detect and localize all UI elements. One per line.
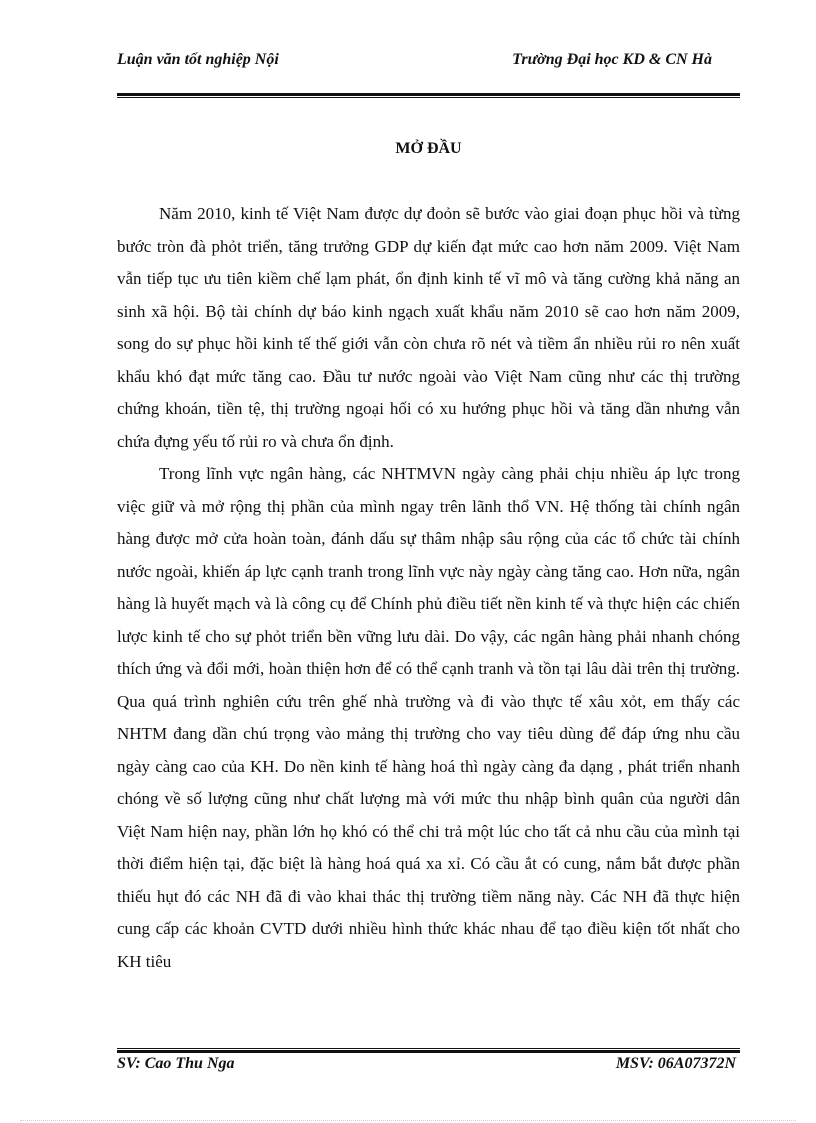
page-title: MỞ ĐẦU	[395, 140, 462, 157]
header-right-text: Trường Đại học KD & CN Hà	[512, 51, 712, 68]
paragraph-1: Năm 2010, kinh tế Việt Nam được dự đoỏn sẽ bước vào giai đoạn phục hồi và từng bước tròn đà phỏt triển, tăng trưởng GDP dự kiến đạt mức cao hơn năm 2009. Việt Nam vẫn tiếp tục ưu tiên kiềm chế lạm phát, ổn định kinh tế vĩ mô và tăng cường khả năng an sinh xã hội. Bộ tài chính dự báo kinh ngạch xuất khẩu năm 2010 sẽ cao hơn năm 2009, song do sự phục hồi kinh tế thế giới vẫn còn chưa rõ nét và tiềm ẩn nhiều rủi ro nên xuất khẩu khó đạt mức tăng cao. Đầu tư nước ngoài vào Việt Nam cũng như các thị trường chứng khoán, tiền tệ, thị trường ngoại hối có xu hướng phục hồi và tăng dần nhưng vẫn chứa đựng yếu tố rủi ro và chưa ổn định.	[117, 204, 740, 451]
footer-student-id: MSV: 06A07372N	[615, 1055, 736, 1072]
footer-student-name: SV: Cao Thu Nga	[117, 1055, 235, 1072]
page-edge-line	[20, 1120, 796, 1121]
header-left-text: Luận văn tốt nghiệp Nội	[117, 51, 279, 68]
footer-divider	[117, 1048, 740, 1053]
header-divider	[117, 93, 740, 98]
paragraph-2: Trong lĩnh vực ngân hàng, các NHTMVN ngày càng phải chịu nhiều áp lực trong việc giữ và mở rộng thị phần của mình ngay trên lãnh thổ VN. Hệ thống tài chính ngân hàng được mở cửa hoàn toàn, đánh dấu sự thâm nhập sâu rộng của các tổ chức tài chính nước ngoài, khiến áp lực cạnh tranh trong lĩnh vực này ngày càng tăng cao. Hơn nữa, ngân hàng là huyết mạch và là công cụ để Chính phủ điều tiết nền kinh tế và thực hiện các chiến lược kinh tế cho sự phỏt triển bền vững lưu dài. Do vậy, các ngân hàng phải nhanh chóng thích ứng và đổi mới, hoàn thiện hơn để có thể cạnh tranh và tồn tại lâu dài trên thị trường. Qua quá trình nghiên cứu trên ghế nhà trường và đi vào thực tế xâu xỏt, em thấy các NHTM đang dần chú trọng vào mảng thị trường cho vay tiêu dùng để đáp ứng nhu cầu ngày càng cao của KH. Do nền kinh tế hàng hoá thì ngày càng đa dạng , phát triển nhanh chóng về số lượng cũng như chất lượng mà với mức thu nhập bình quân của người dân Việt Nam hiện nay, phần lớn họ khó có thể chi trả một lúc cho tất cả nhu cầu của mình tại thời điểm hiện tại, đặc biệt là hàng hoá quá xa xỉ. Có cầu ắt có cung, nắm bắt được phần thiếu hụt đó các NH đã đi vào khai thác thị trường tiềm năng này. Các NH đã thực hiện cung cấp các khoản CVTD dưới nhiều hình thức khác nhau để tạo điều kiện tốt nhất cho KH tiêu	[117, 464, 740, 971]
document-body	[117, 198, 740, 978]
